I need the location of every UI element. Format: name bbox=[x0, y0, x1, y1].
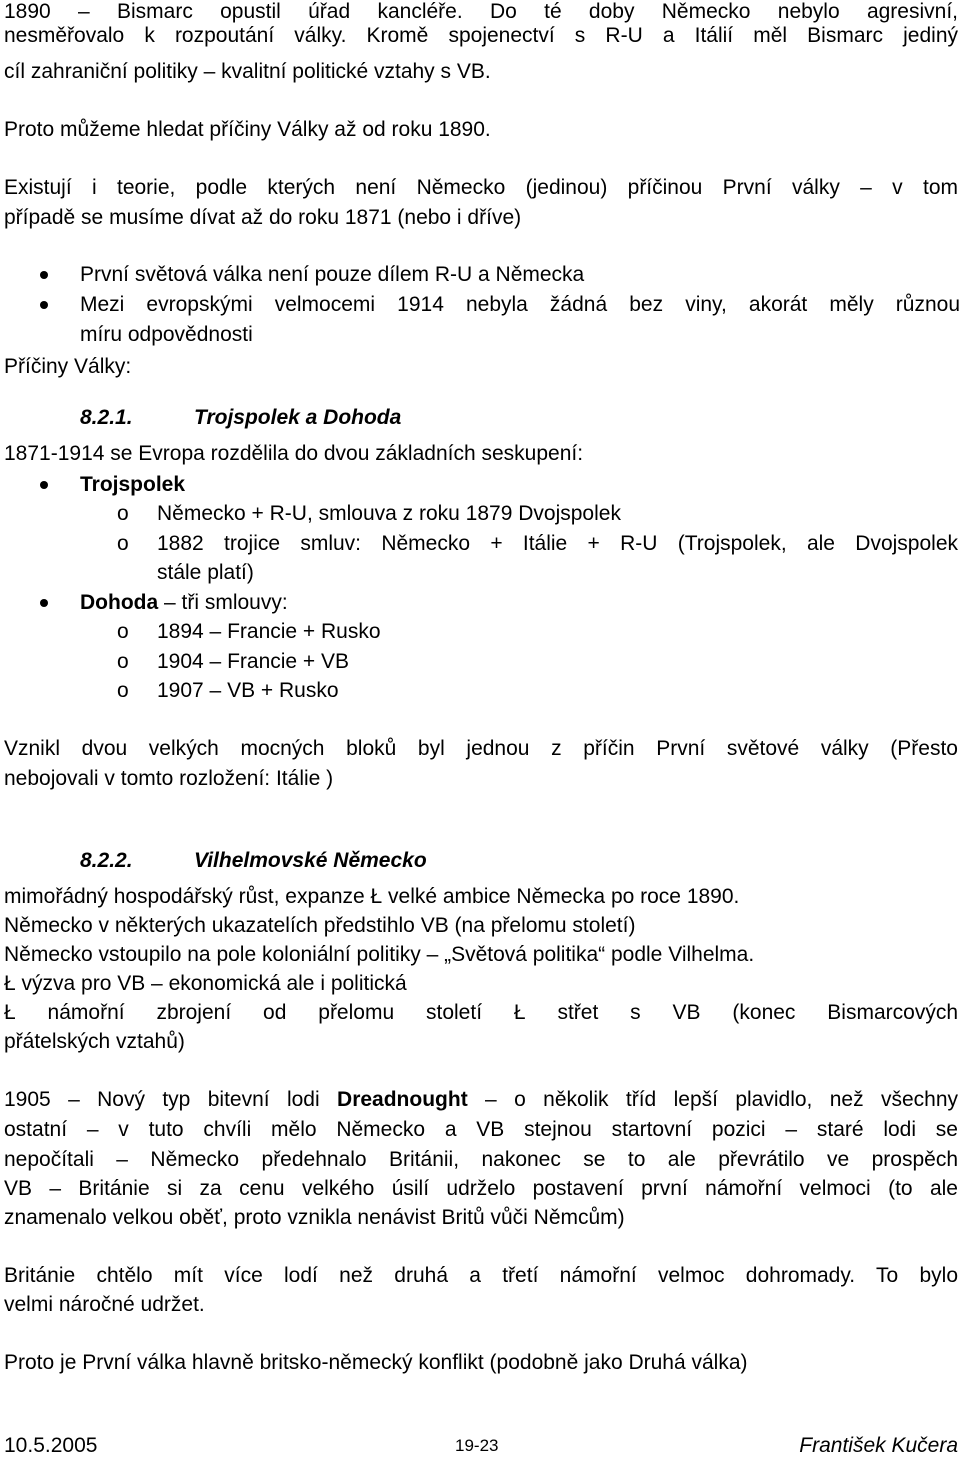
text-line: přátelských vztahů) bbox=[4, 1030, 185, 1053]
bullet-trojspolek: Trojspolek bbox=[80, 473, 186, 496]
text-line: Ł výzva pro VB – ekonomická ale i politická bbox=[4, 972, 407, 995]
text-line: Vznikl dvou velkých mocných bloků byl jednou z příčin První světové války (Přesto bbox=[4, 737, 958, 760]
text-line: Existují i teorie, podle kterých není Německo (jedinou) příčinou První války – v tom bbox=[4, 176, 958, 199]
text-line: ostatní – v tuto chvíli mělo Německo a VB stejnou startovní pozici – staré lodi se bbox=[4, 1118, 958, 1141]
bullet-dot bbox=[40, 271, 48, 279]
paragraph-dreadnought-cont bbox=[4, 1118, 958, 1142]
footer-page-number: 19-23 bbox=[455, 1436, 499, 1455]
paragraph-bloky bbox=[4, 737, 958, 761]
sub-bullet-marker: o bbox=[117, 620, 129, 643]
section-title: Trojspolek a Dohoda bbox=[194, 406, 402, 429]
paragraph-bismarck bbox=[4, 0, 958, 48]
sub-bullet-marker: o bbox=[117, 532, 129, 555]
label-priciny: Příčiny Války: bbox=[4, 355, 132, 378]
text-run: – o několik tříd lepší plavidlo, než všechny bbox=[467, 1088, 959, 1111]
bullet-dot bbox=[40, 481, 48, 489]
text-line: nepočítali – Německo předehnalo Británii, nakonec se to ale převrátilo ve prospěch bbox=[4, 1148, 958, 1171]
sub-bullet-text: stále platí) bbox=[157, 561, 254, 584]
bullet-item bbox=[80, 293, 960, 317]
text-line: 1871-1914 se Evropa rozdělila do dvou základních seskupení: bbox=[4, 442, 584, 465]
sub-bullet-text: Německo + R-U, smlouva z roku 1879 Dvojspolek bbox=[157, 502, 621, 525]
section-number: 8.2.1. bbox=[80, 406, 133, 429]
paragraph-dreadnought-cont bbox=[4, 1148, 958, 1172]
text-line bbox=[4, 1088, 958, 1112]
sub-bullet-marker: o bbox=[117, 502, 129, 525]
bullet-dohoda-suffix: – tři smlouvy: bbox=[158, 591, 288, 614]
bullet-dot bbox=[40, 301, 48, 309]
text-line: znamenalo velkou oběť, proto vznikla nenávist Britů vůči Němcům) bbox=[4, 1206, 625, 1229]
text-line: 1890 – Bismarc opustil úřad kancléře. Do té doby Německo nebylo agresivní, bbox=[4, 0, 958, 23]
text-line: případě se musíme dívat až do roku 1871 (nebo i dříve) bbox=[4, 206, 522, 229]
sub-bullet-item bbox=[157, 532, 958, 556]
section-title: Vilhelmovské Německo bbox=[194, 849, 427, 872]
bullet-item-text: míru odpovědnosti bbox=[80, 323, 253, 346]
text-line: Německo vstoupilo na pole koloniální politiky – „Světová politika“ podle Vilhelma. bbox=[4, 943, 755, 966]
bullet-item-text: První světová válka není pouze dílem R-U a Německa bbox=[80, 263, 585, 286]
bullet-dot bbox=[40, 599, 48, 607]
sub-bullet-text: 1907 – VB + Rusko bbox=[157, 679, 339, 702]
section-number: 8.2.2. bbox=[80, 849, 133, 872]
sub-bullet-text: 1894 – Francie + Rusko bbox=[157, 620, 381, 643]
text-line: Ł námořní zbrojení od přelomu století Ł střet s VB (konec Bismarcových bbox=[4, 1001, 958, 1024]
bullet-dohoda bbox=[80, 591, 288, 615]
footer-date: 10.5.2005 bbox=[4, 1434, 98, 1457]
paragraph-dreadnought-cont bbox=[4, 1177, 958, 1201]
bullet-dohoda-label: Dohoda bbox=[80, 591, 159, 614]
paragraph-zbrojeni bbox=[4, 1001, 958, 1025]
text-line: Proto je První válka hlavně britsko-německý konflikt (podobně jako Druhá válka) bbox=[4, 1351, 748, 1374]
paragraph-britanie bbox=[4, 1264, 958, 1288]
text-line: Proto můžeme hledat příčiny Války až od roku 1890. bbox=[4, 118, 491, 141]
text-bold-dreadnought: Dreadnought bbox=[337, 1088, 468, 1111]
sub-bullet-text: 1904 – Francie + VB bbox=[157, 650, 350, 673]
text-line: Německo v některých ukazatelích předstihlo VB (na přelomu století) bbox=[4, 914, 636, 937]
text-line: nesměřovalo k rozpoutání války. Kromě spojenectví s R-U a Itálií měl Bismarc jediný bbox=[4, 24, 958, 47]
footer-author: František Kučera bbox=[799, 1434, 958, 1457]
text-run: 1905 – Nový typ bitevní lodi bbox=[4, 1088, 338, 1111]
text-line: velmi náročné udržet. bbox=[4, 1293, 205, 1316]
text-line: mimořádný hospodářský růst, expanze Ł velké ambice Německa po roce 1890. bbox=[4, 885, 740, 908]
bullet-item-text: Mezi evropskými velmocemi 1914 nebyla žádná bez viny, akorát měly různou bbox=[80, 293, 960, 316]
text-line: Británie chtělo mít více lodí než druhá a třetí námořní velmoc dohromady. To bylo bbox=[4, 1264, 958, 1287]
sub-bullet-text: 1882 trojice smluv: Německo + Itálie + R-U (Trojspolek, ale Dvojspolek bbox=[157, 532, 958, 555]
text-line: nebojovali v tomto rozložení: Itálie ) bbox=[4, 767, 334, 790]
text-line: VB – Británie si za cenu velkého úsilí udrželo postavení první námořní velmoci (to ale bbox=[4, 1177, 958, 1200]
paragraph-dreadnought bbox=[4, 1088, 958, 1112]
text-line: cíl zahraniční politiky – kvalitní politické vztahy s VB. bbox=[4, 60, 491, 83]
paragraph-teorie bbox=[4, 176, 958, 200]
sub-bullet-marker: o bbox=[117, 679, 129, 702]
sub-bullet-marker: o bbox=[117, 650, 129, 673]
